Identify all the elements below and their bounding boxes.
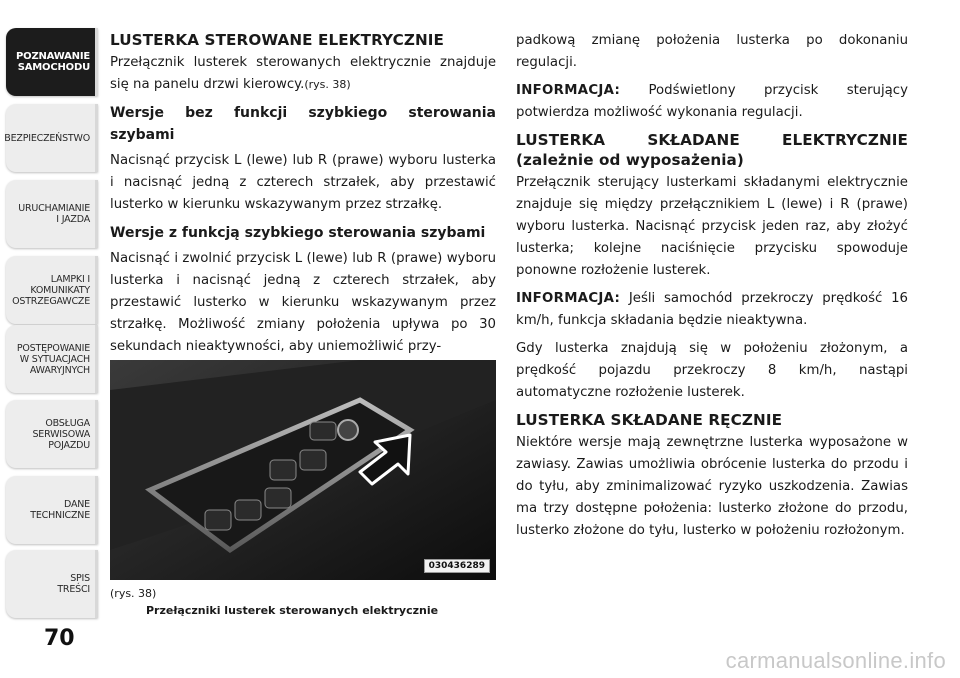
figure-caption: Przełączniki lusterek sterowanych elektrycznie (146, 604, 439, 617)
info-text: Podświetlony przycisk sterujący potwierdza możliwość wykonania regulacji. (516, 83, 908, 120)
tab-label: POSTĘPOWANIE W SYTUACJACH AWARYJNYCH (16, 342, 90, 376)
heading-folding-mirrors: LUSTERKA SKŁADANE ELEKTRYCZNIE (zależnie od wyposażenia) (516, 131, 908, 169)
figure-reference: (rys. 38) (304, 78, 351, 91)
info-note-1 (516, 80, 908, 124)
left-column (110, 30, 496, 364)
tab-label: DANE TECHNICZNE (30, 499, 90, 521)
tab-label: BEZPIECZEŃSTWO (4, 132, 90, 144)
heading-manual-mirrors: LUSTERKA SKŁADANE RĘCZNIE (516, 411, 783, 429)
tab-label: SPIS TREŚCI (57, 573, 90, 595)
auto-unfold-paragraph: Gdy lusterka znajdują się w położeniu złożonym, a prędkość pojazdu przekroczy 8 km/h, nastąpi automatyczne rozłożenie lusterek. (516, 341, 908, 400)
info-label: INFORMACJA: (516, 291, 621, 306)
tab-label: URUCHAMIANIE I JAZDA (18, 203, 90, 225)
info-text: Jeśli samochód przekroczy prędkość 16 km/h, funkcja składania będzie nieaktywna. (516, 291, 908, 328)
folding-mirrors-paragraph: Przełącznik sterujący lusterkami składanymi elektrycznie znajduje się między przełącznikiem L (lewe) i R (prawe) wyboru lusterka. Nacisnąć przycisk jeden raz, aby złożyć lusterka; kolejne naciśnięcie przycisku spowoduje ponowne rozłożenie lusterek. (516, 175, 908, 278)
intro-paragraph (110, 52, 496, 96)
continued-paragraph: padkową zmianę położenia lusterka po dokonaniu regulacji. (516, 33, 908, 70)
mirror-switch-photo (110, 360, 496, 580)
watermark: carmanualsonline.info (725, 648, 946, 673)
paragraph-without-quick-windows: Nacisnąć przycisk L (lewe) lub R (prawe) wyboru lusterka i nacisnąć jedną z czterech strzałek, aby przestawić lusterko w kierunku wskazywanym przez strzałkę. (110, 153, 496, 212)
page-number: 70 (44, 626, 75, 651)
tab-uruchamianie-i-jazda[interactable] (6, 180, 98, 248)
manual-mirrors-paragraph: Niektóre wersje mają zewnętrzne lusterka wyposażone w zawiasy. Zawias umożliwia obrócenie lusterka do przodu i do tyłu, aby zminimalizować ryzyko uszkodzenia. Zawias ma trzy dostępne położenia: lusterko złożone do przodu, lusterko złożone do tyłu, lusterko w położeniu rozłożonym. (516, 435, 908, 538)
tab-label: POZNAWANIE SAMOCHODU (16, 51, 90, 73)
paragraph-with-quick-windows: Nacisnąć i zwolnić przycisk L (lewe) lub R (prawe) wyboru lusterka i nacisnąć jedną z czterech strzałek, aby przestawić lusterko w kierunku wskazywanym przez strzałkę. Możliwość zmiany położenia upływa po 30 sekundach nieaktywności, aby uniemożliwić przy- (110, 251, 496, 354)
figure-ref-label: (rys. 38) (110, 587, 157, 600)
info-label: INFORMACJA: (516, 83, 621, 98)
tab-postepowanie-awaryjne[interactable] (6, 325, 98, 393)
info-note-2 (516, 288, 908, 332)
tab-label: OBSŁUGA SERWISOWA POJAZDU (32, 417, 90, 451)
tab-bezpieczenstwo[interactable] (6, 104, 98, 172)
subheading-without-quick-windows: Wersje bez funkcji szybkiego sterowania szybami (110, 105, 496, 143)
mirror-selector-knob (338, 420, 358, 440)
tab-spis-tresci[interactable] (6, 550, 98, 618)
subheading-with-quick-windows: Wersje z funkcją szybkiego sterowania szybami (110, 225, 486, 241)
intro-text: Przełącznik lusterek sterowanych elektrycznie znajduje się na panelu drzwi kierowcy. (110, 55, 496, 92)
tab-poznawanie-samochodu[interactable] (6, 28, 98, 96)
figure-code: 030436289 (424, 559, 490, 573)
door-panel-illustration (110, 360, 496, 580)
tab-dane-techniczne[interactable] (6, 476, 98, 544)
section-heading: LUSTERKA STEROWANE ELEKTRYCZNIE (110, 31, 444, 49)
tab-lampki-i-komunikaty[interactable] (6, 256, 98, 324)
tab-label: LAMPKI I KOMUNIKATY OSTRZEGAWCZE (12, 273, 90, 307)
right-column (516, 30, 908, 548)
tab-obsluga-serwisowa[interactable] (6, 400, 98, 468)
